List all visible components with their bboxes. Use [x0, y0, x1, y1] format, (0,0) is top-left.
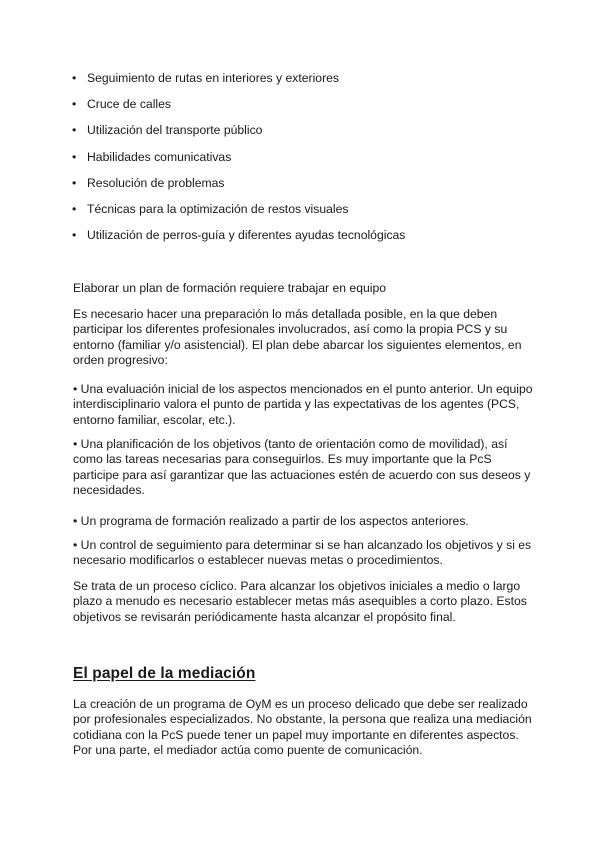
- list-item: [72, 123, 532, 149]
- bullet-marker: •: [72, 149, 77, 164]
- plan-element-planning: • Una planificación de los objetivos (tanto de orientación como de movilidad), así como las tareas necesarias para conseguirlos. Es muy importante que la PcS participe para así garantizar que las actuaciones estén de acuerdo con sus deseos y necesidades.: [73, 437, 531, 498]
- list-item-text: Resolución de problemas: [87, 175, 225, 190]
- plan-element-monitoring: • Un control de seguimiento para determinar si se han alcanzado los objetivos y si es necesario modificarlos o establecer nuevas metas o procedimientos.: [73, 538, 532, 568]
- plan-element-training: • Un programa de formación realizado a partir de los aspectos anteriores.: [73, 514, 469, 528]
- skills-bullet-list: [72, 71, 532, 254]
- list-item: [72, 202, 532, 228]
- list-item-text: Habilidades comunicativas: [87, 149, 232, 164]
- section-intro: Elaborar un plan de formación requiere trabajar en equipo: [73, 281, 387, 295]
- section-heading: El papel de la mediación: [73, 665, 256, 682]
- bullet-marker: •: [72, 71, 77, 85]
- paragraph-mediation: La creación de un programa de OyM es un proceso delicado que debe ser realizado por profesionales especializados. No obstante, la persona que realiza una mediación cotidiana con la PcS puede tener un papel muy importante en diferentes aspectos. Por una parte, el mediador actúa como puente de comunicación.: [73, 697, 532, 758]
- list-item-text: Utilización de perros-guía y diferentes ayudas tecnológicas: [87, 228, 406, 243]
- bullet-marker: •: [72, 97, 77, 112]
- list-item-text: Seguimiento de rutas en interiores y exteriores: [87, 71, 340, 85]
- paragraph-plan: Es necesario hacer una preparación lo más detallada posible, en la que deben participar los diferentes profesionales involucrados, así como la propia PCS y su entorno (familiar y/o asistencial). El plan debe abarcar los siguientes elementos, en orden progresivo:: [73, 307, 522, 368]
- bullet-marker: •: [72, 201, 77, 216]
- list-item: [72, 176, 532, 202]
- paragraph-cycle: Se trata de un proceso cíclico. Para alcanzar los objetivos iniciales a medio o largo plazo a menudo es necesario establecer metas más asequibles a corto plazo. Estos objetivos se revisarán periódicamente hasta alcanzar el propósito final.: [73, 579, 527, 624]
- list-item: [72, 150, 532, 176]
- list-item-text: Utilización del transporte público: [87, 123, 263, 138]
- list-item: [72, 228, 532, 254]
- bullet-marker: •: [72, 228, 77, 243]
- list-item-text: Cruce de calles: [87, 97, 171, 112]
- list-item-text: Técnicas para la optimización de restos visuales: [87, 201, 349, 216]
- bullet-marker: •: [72, 175, 77, 190]
- plan-element-evaluation: • Una evaluación inicial de los aspectos mencionados en el punto anterior. Un equipo interdisciplinario valora el punto de partida y las expectativas de los agentes (PCS, entorno familiar, escolar, etc.).: [73, 382, 533, 427]
- bullet-marker: •: [72, 123, 77, 138]
- list-item: [72, 97, 532, 123]
- list-item: [72, 71, 532, 97]
